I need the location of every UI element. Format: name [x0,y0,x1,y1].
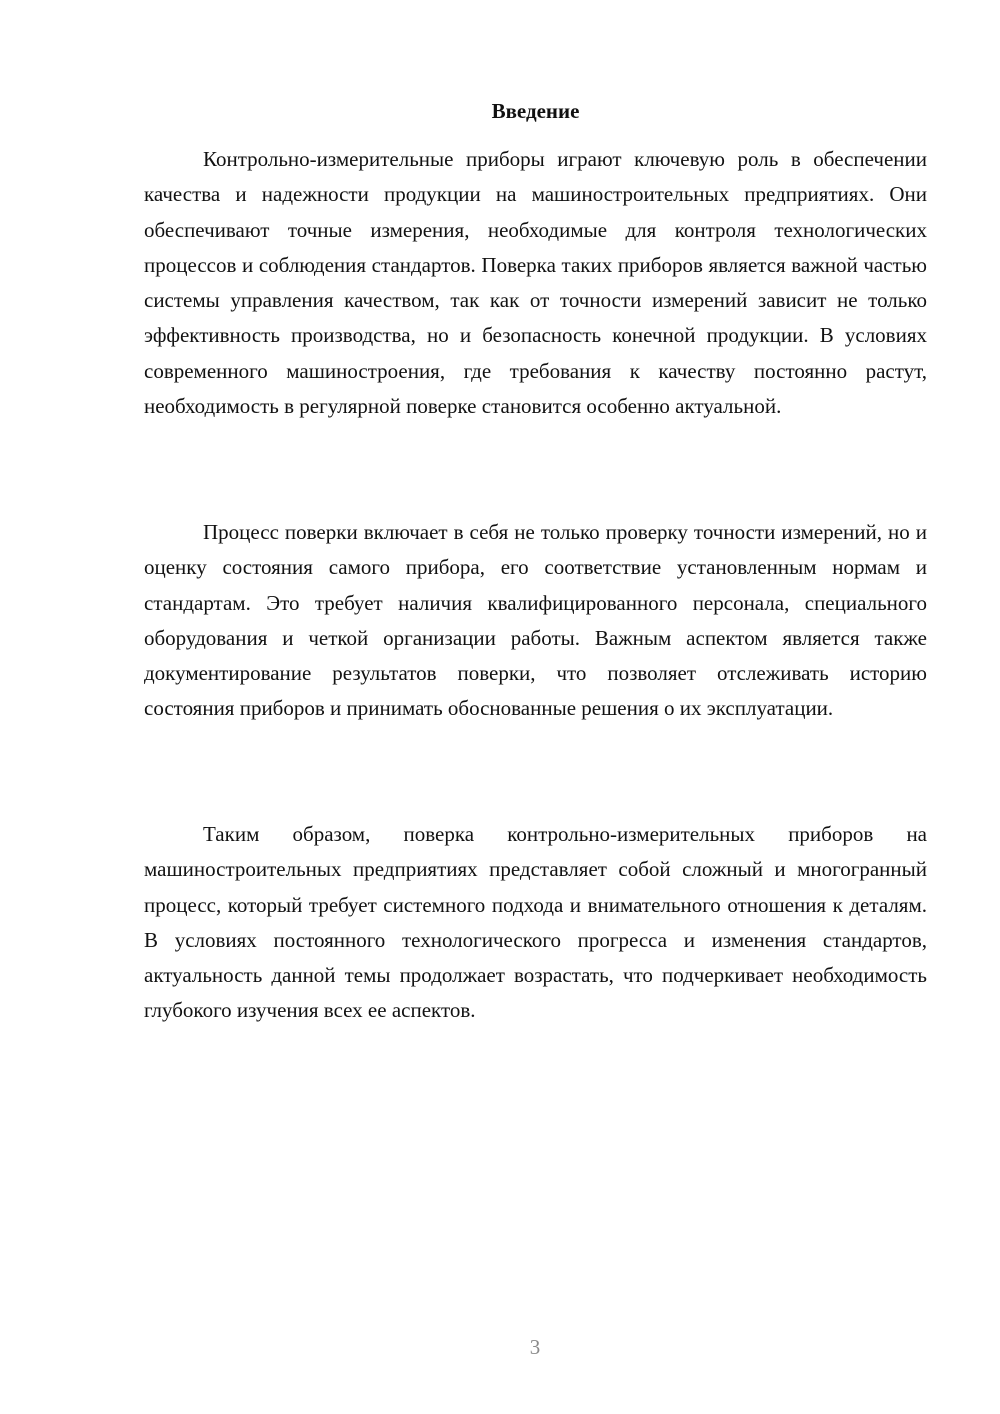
paragraph-3: Таким образом, поверка контрольно-измерительных приборов на машиностроительных предприятиях представляет собой сложный и многогранный процесс, который требует системного подхода и внимательного отношения к деталям. В условиях постоянного технологического прогресса и изменения стандартов, актуальность данной темы продолжает возрастать, что подчеркивает необходимость глубокого изучения всех ее аспектов. [144,822,927,1023]
paragraph-2: Процесс поверки включает в себя не только проверку точности измерений, но и оценку состояния самого прибора, его соответствие установленным нормам и стандартам. Это требует наличия квалифицированного персонала, специального оборудования и четкой организации работы. Важным аспектом является также документирование результатов поверки, что позволяет отслеживать историю состояния приборов и принимать обоснованные решения о их эксплуатации. [144,520,927,721]
page-number: 3 [529,1335,541,1359]
paragraph-1: Контрольно-измерительные приборы играют ключевую роль в обеспечении качества и надежности продукции на машиностроительных предприятиях. Они обеспечивают точные измерения, необходимые для контроля технологических процессов и соблюдения стандартов. Поверка таких приборов является важной частью системы управления качеством, так как от точности измерений зависит не только эффективность производства, но и безопасность конечной продукции. В условиях современного машиностроения, где требования к качеству постоянно растут, необходимость в регулярной поверке становится особенно актуальной. [144,147,927,419]
page-title: Введение [491,99,580,123]
